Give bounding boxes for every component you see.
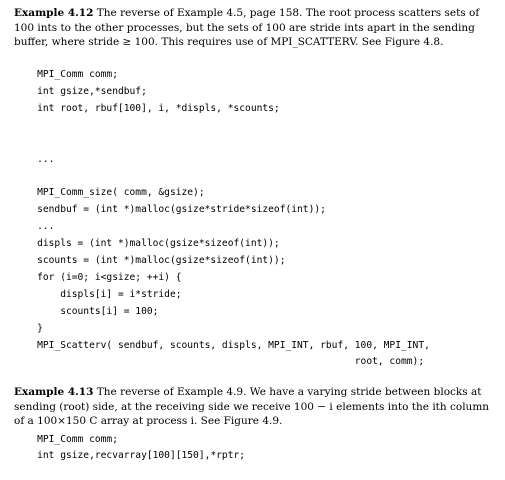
example-4-13-label: Example 4.13	[14, 386, 94, 398]
example-4-12-label: Example 4.12	[14, 7, 94, 19]
example-4-12-paragraph	[14, 6, 492, 50]
example-4-13-code: MPI_Comm comm; int gsize,recvarray[100][150],*rptr;	[37, 434, 246, 461]
example-4-13-paragraph	[14, 385, 492, 429]
example-4-12-code: MPI_Comm comm; int gsize,*sendbuf; int root, rbuf[100], i, *displs, *scounts; ... MPI_Comm_size( comm, &gsize); sendbuf = (int *)malloc(gsize*stride*sizeof(int)); ... displs = (int *)malloc(gsize*sizeof(int)); scounts = (int *)malloc(gsize*sizeof(int)); for (i=0; i<gsize; ++i) { displs[i] = i*stride; scounts[i] = 100; } MPI_Scatterv( sendbuf, scounts, displs, MPI_INT, rbuf, 100, MPI_INT, root, comm);	[37, 69, 430, 368]
example-4-12-text: The reverse of Example 4.5, page 158. The root process scatters sets of 100 ints to the other processes, but the sets of 100 are stride ints apart in the sending buffer, where stride ≥ 100. This requires use of MPI_SCATTERV. See Figure 4.8.	[14, 7, 480, 48]
example-4-13-text: The reverse of Example 4.9. We have a varying stride between blocks at sending (root) side, at the receiving side we receive 100 − i elements into the ith column of a 100×150 C array at process i. See Figure 4.9.	[14, 386, 490, 427]
